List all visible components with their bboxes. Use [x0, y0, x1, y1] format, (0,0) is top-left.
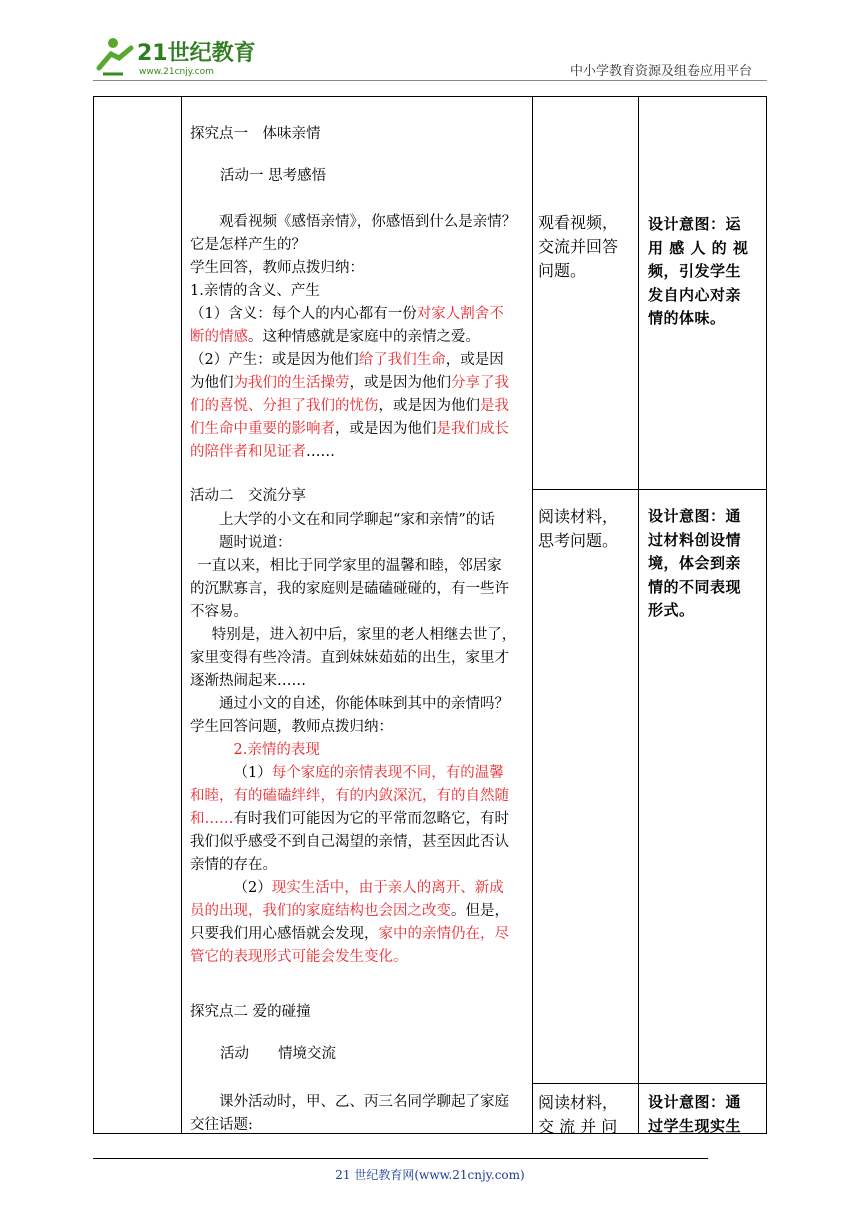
page-header [0, 0, 860, 90]
table-col-line [638, 97, 639, 1133]
activity2-body: 上大学的小文在和同学聊起“家和亲情”的话 题时说道： 一直以来，相比于同学家里的温馨和睦，邻居家 的沉默寡言，我的家庭则是磕磕碰碰的，有一些许 不容易。 特别是，进入初中后，家里的老人相继去世了， 家里变得有些冷清。直到妹妹茹茹的出生，家里才 逐渐热闹起来…… 通过小文的自述，你能体味到其中的亲情吗？ 学生回答问题，教师点拨归纳： 2.亲情的表现 （1）每个家庭的亲情表现不同，有的温馨 和睦，有的磕磕绊绊，有的内敛深沉，有的自然随 和……有时我们可能因为它的平常而忽略它，有时 我们似乎感受不到自己渴望的亲情，甚至因此否认 亲情的存在。 （2）现实生活中，由于亲人的离开、新成 员的出现，我们的家庭结构也会因之改变。但是， 只要我们用心感悟就会发现，家中的亲情仍在，尽 管它的表现形式可能会发生变化。 [190, 512, 517, 965]
footer-divider [93, 1158, 708, 1159]
activity3-body: 课外活动时，甲、乙、丙三名同学聊起了家庭 交往话题: [190, 1094, 509, 1133]
logo-21cnjy [93, 34, 263, 78]
design-intent-3: 设计意图：通 过学生现实生 [648, 1093, 742, 1135]
footer-text: 21 世纪教育网(www.21cnjy.com) [335, 1168, 525, 1182]
svg-text:www.21cnjy.com: www.21cnjy.com [139, 67, 214, 77]
student-activity-2: 阅读材料， 思考问题。 [538, 507, 619, 550]
design-intent-1: 设计意图：运 用 感 人 的 视 频，引发学生 发自内心对亲 情的体味。 [648, 215, 749, 328]
design-intent-2: 设计意图：通 过材料创设情 境，体会到亲 情的不同表现 形式。 [648, 507, 742, 620]
student-activity-3: 阅读材料， 交 流 并 问 [538, 1093, 619, 1136]
activity2-title: 活动二 交流分享 [190, 488, 306, 504]
svg-text:21世纪教育: 21世纪教育 [137, 41, 256, 66]
table-row-line [532, 489, 766, 490]
lesson-table [93, 96, 767, 1134]
section1-title: 探究点一 体味亲情 [190, 126, 321, 142]
activity1-body: 观看视频《感悟亲情》，你感悟到什么是亲情？ 它是怎样产生的？ 学生回答，教师点拨归纳： 1.亲情的含义、产生 （1）含义：每个人的内心都有一份对家人割舍不 断的情感。这种情感就是家庭中的亲情之爱。 （2）产生：或是因为他们给了我们生命，或是因 为他们为我们的生活操劳，或是因为他们分享了我 们的喜悦、分担了我们的忧伤，或是因为他们是我 们生命中重要的影响者，或是因为他们是我们成长 的陪伴者和见证者…… [190, 214, 517, 460]
activity3-title: 活动 情境交流 [220, 1046, 336, 1062]
table-col-line [181, 97, 182, 1133]
section2-title: 探究点二 爱的碰撞 [190, 1004, 311, 1020]
header-divider [93, 80, 767, 81]
platform-name: 中小学教育资源及组卷应用平台 [569, 64, 752, 79]
student-activity-1: 观看视频， 交流并回答 问题。 [538, 213, 619, 280]
table-row-line [532, 1083, 766, 1084]
table-col-line [532, 97, 533, 1133]
activity1-title: 活动一 思考感悟 [220, 168, 327, 184]
